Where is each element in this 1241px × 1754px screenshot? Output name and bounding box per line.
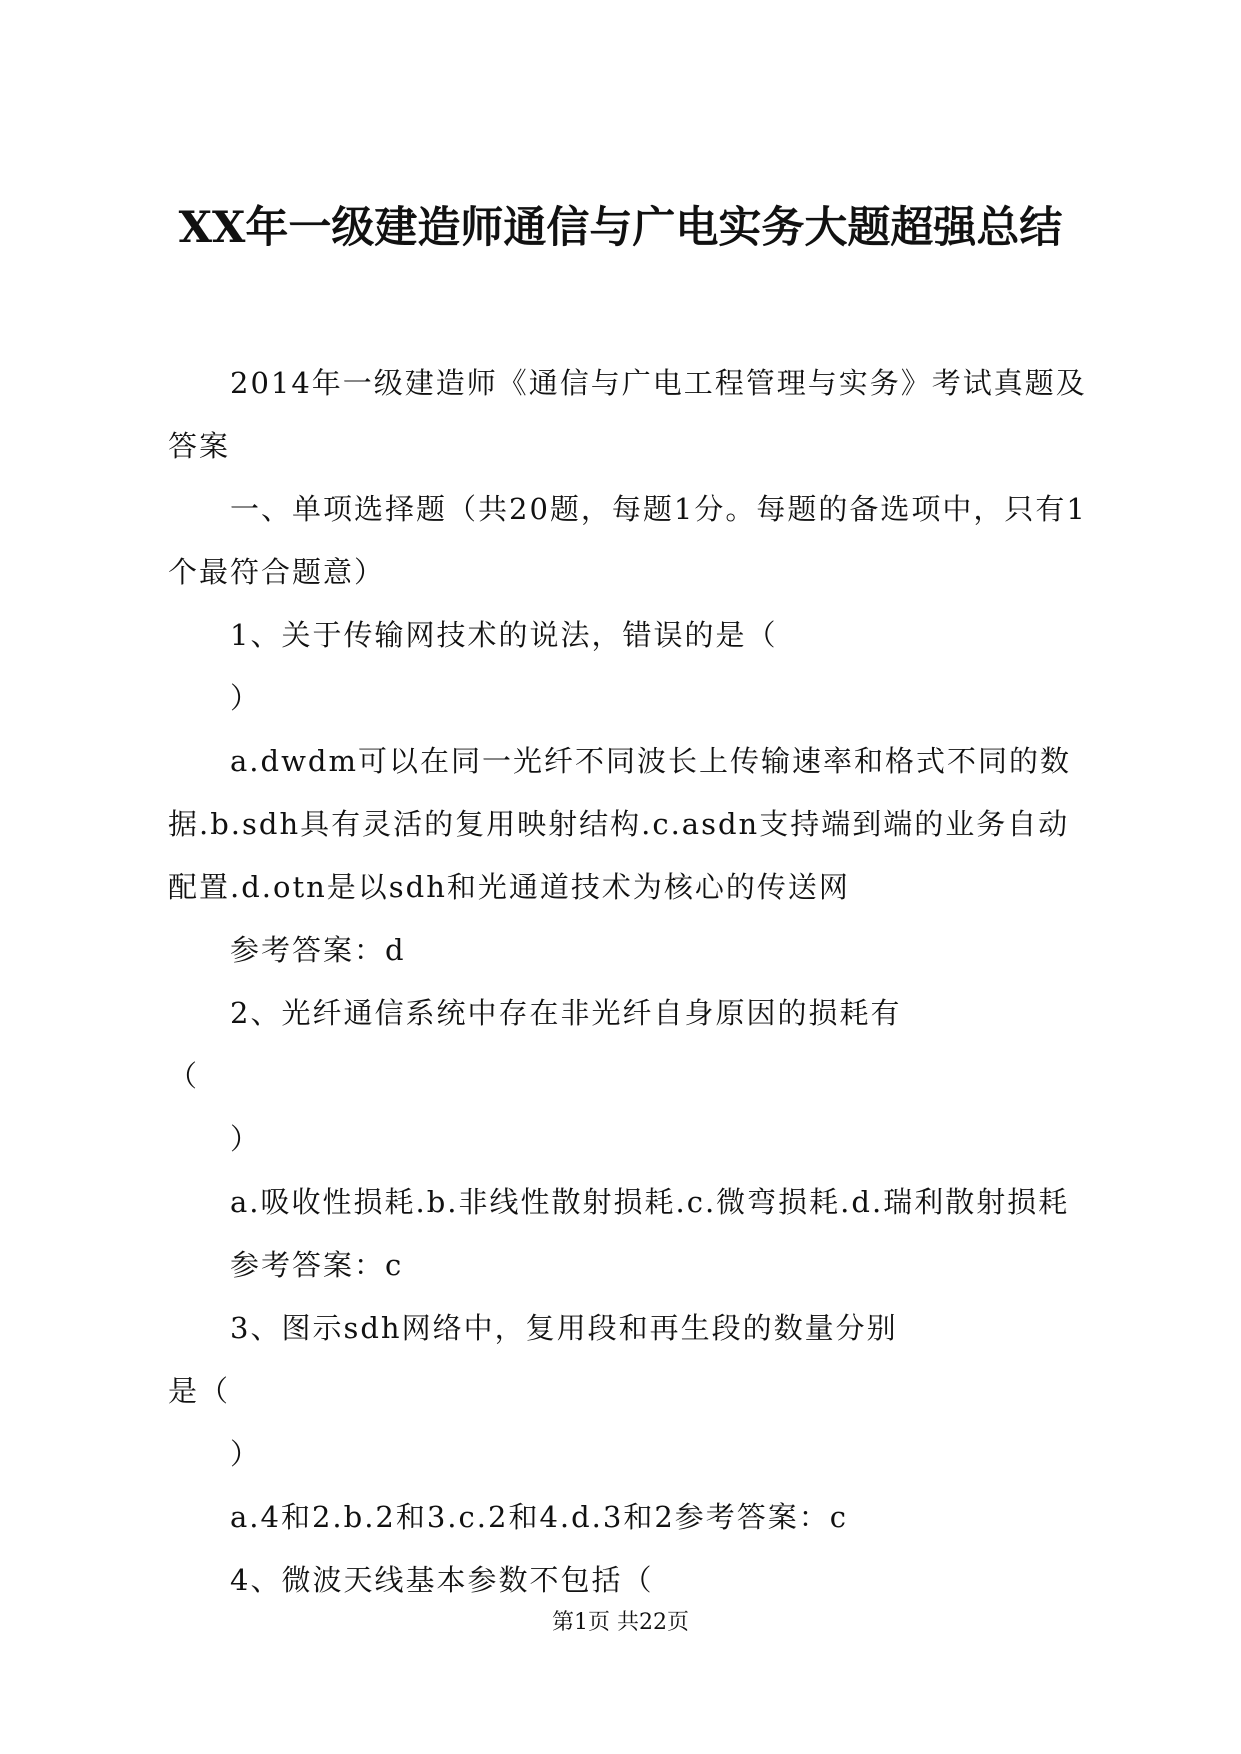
paragraph-answer-1: 参考答案：d: [230, 933, 406, 967]
paragraph-question-3: 3、图示sdh网络中，复用段和再生段的数量分别是（: [168, 1311, 898, 1408]
paragraph-question-1-close: ）: [230, 681, 262, 715]
paragraph-question-1: 1、关于传输网技术的说法，错误的是（: [230, 618, 778, 652]
paragraph-question-3-options: a.4和2.b.2和3.c.2和4.d.3和2参考答案：c: [230, 1500, 849, 1534]
paragraph-question-2-close: ）: [230, 1122, 262, 1156]
paragraph-question-4: 4、微波天线基本参数不包括（: [230, 1563, 654, 1597]
paragraph-question-1-options: a.dwdm可以在同一光纤不同波长上传输速率和格式不同的数据.b.sdh具有灵活的复用映射结构.c.asdn支持端到端的业务自动配置.d.otn是以sdh和光通道技术为核心的传送网: [168, 744, 1071, 904]
paragraph-question-3-close: ）: [230, 1437, 262, 1471]
paragraph-question-2: 2、光纤通信系统中存在非光纤自身原因的损耗有（: [168, 996, 902, 1093]
paragraph-exam-heading: 2014年一级建造师《通信与广电工程管理与实务》考试真题及答案: [168, 366, 1087, 463]
paragraph-question-2-options: a.吸收性损耗.b.非线性散射损耗.c.微弯损耗.d.瑞利散射损耗: [230, 1185, 1070, 1219]
document-title: XX年一级建造师通信与广电实务大题超强总结: [178, 203, 1063, 253]
paragraph-section-heading: 一、单项选择题（共20题，每题1分。每题的备选项中，只有1个最符合题意）: [168, 492, 1087, 589]
paragraph-answer-2: 参考答案：c: [230, 1248, 404, 1282]
document-body: [168, 352, 1088, 1612]
page-footer: 第1页 共22页: [552, 1610, 689, 1635]
